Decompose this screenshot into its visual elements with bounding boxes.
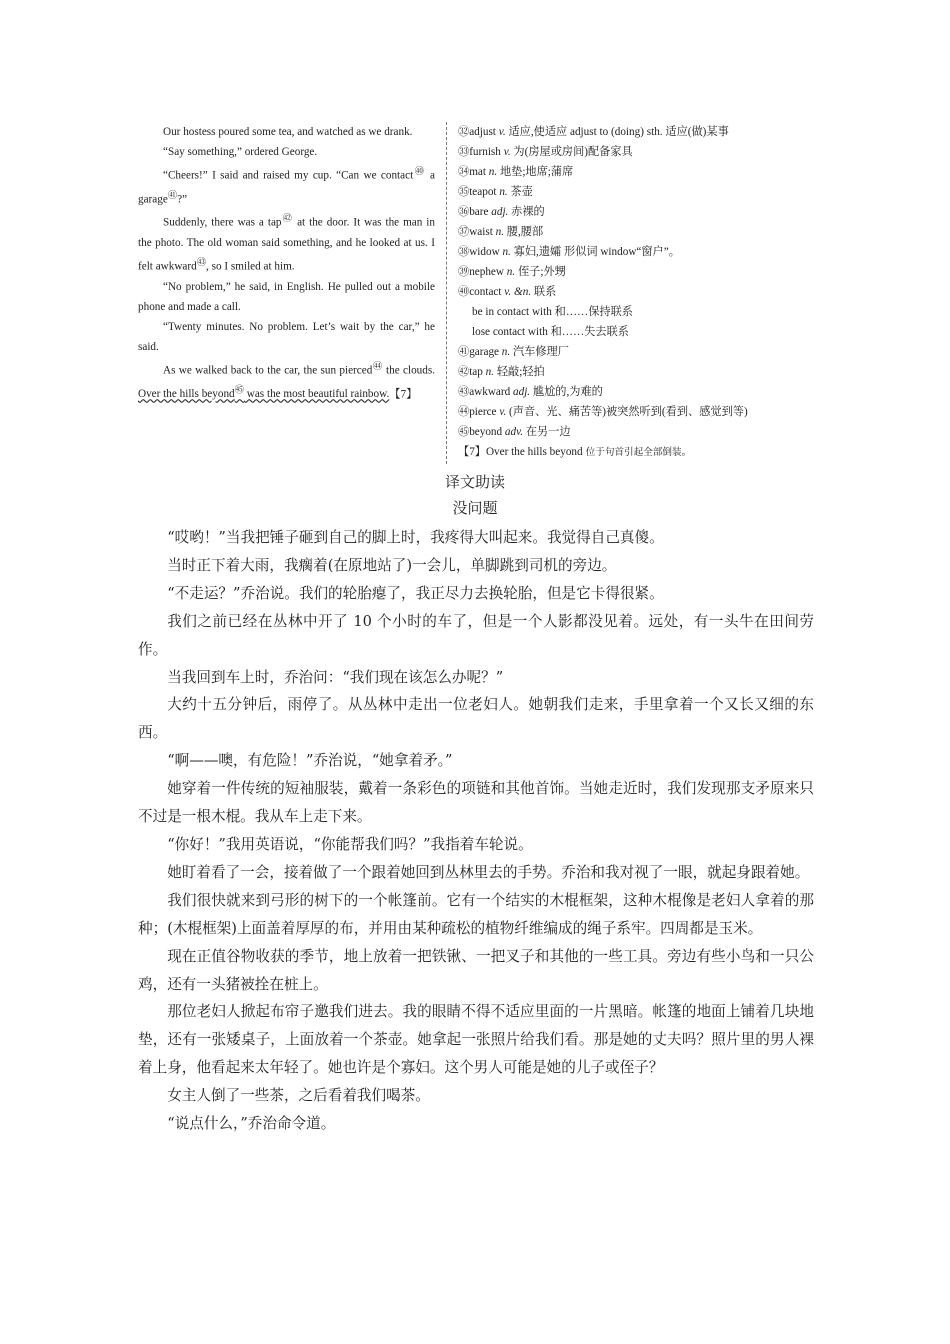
translation-paragraph: 女主人倒了一些茶，之后看着我们喝茶。: [167, 1087, 430, 1105]
grammar-note-head: 【7】Over the hills beyond: [458, 446, 583, 458]
glossary-term: ㊲waist: [458, 226, 493, 238]
part-of-speech: n.: [499, 186, 508, 198]
glossary-entry: [458, 122, 820, 142]
translation-paragraph: “哎哟！”当我把锤子砸到自己的脚上时，我疼得大叫起来。我觉得自己真傻。: [167, 529, 664, 546]
glossary-entry: [458, 162, 820, 182]
glossary-term: ㊱bare: [458, 206, 489, 218]
story-paragraph: “Twenty minutes. No problem. Let’s wait by the car,” he said.: [138, 320, 435, 353]
footnote-marker: ㊺: [234, 385, 244, 396]
grammar-note: [458, 442, 820, 463]
glossary-definition: 联系: [533, 286, 557, 298]
part-of-speech: v.: [503, 146, 511, 158]
story-text: the clouds.: [382, 364, 436, 377]
glossary-entry: [458, 362, 820, 382]
column-divider: [446, 122, 447, 464]
part-of-speech: adj.: [513, 386, 531, 398]
glossary-definition: 汽车修理厂: [512, 346, 569, 358]
story-text: ?”: [177, 193, 188, 206]
story-text: Suddenly, there was a tap: [163, 217, 282, 230]
glossary-definition: (声音、光、痛苦等)被突然听到(看到、感觉到等): [509, 406, 748, 418]
story-text: , so I smiled at him.: [206, 260, 295, 273]
part-of-speech: adj.: [491, 206, 509, 218]
glossary-term: ㊳widow: [458, 246, 500, 258]
glossary-definition: 为(房屋或房间)配备家具: [513, 146, 633, 158]
part-of-speech: v.: [499, 406, 507, 418]
glossary-term: ㊷tap: [458, 366, 483, 378]
translation-body: [138, 524, 814, 1138]
part-of-speech: n.: [506, 266, 516, 278]
glossary-entry: [458, 402, 820, 422]
footnote-marker: ㊹: [372, 361, 383, 372]
glossary-definition: 茶壶: [510, 186, 533, 198]
glossary-definition: 寡妇,遗孀 形似词 window“窗户”。: [513, 246, 680, 258]
translation-paragraph: 当时正下着大雨，我瘸着(在原地站了)一会儿，单脚跳到司机的旁边。: [167, 556, 617, 574]
glossary-term: ㊸awkward: [458, 386, 511, 398]
part-of-speech: n.: [495, 226, 504, 238]
glossary-phrase: lose contact with 和……失去联系: [472, 326, 629, 338]
part-of-speech: n.: [488, 166, 498, 178]
glossary-entry: [458, 242, 820, 262]
note-marker: 【7】: [389, 388, 418, 401]
story-paragraph: [138, 162, 435, 209]
story-paragraph: [138, 357, 435, 404]
inverted-sentence-underlined: [138, 385, 390, 401]
story-title: 没问题: [452, 499, 498, 517]
section-title: 译文助读: [444, 473, 505, 491]
glossary-term: ㉜adjust: [458, 126, 496, 138]
part-of-speech: adv.: [504, 426, 524, 438]
glossary-definition: 适应,使适应 adjust to (doing) sth. 适应(做)某事: [508, 126, 729, 138]
translation-paragraph: “不走运？”乔治说。我们的轮胎瘪了，我正尽力去换轮胎，但是它卡得很紧。: [167, 584, 664, 602]
translation-paragraph: 大约十五分钟后，雨停了。从丛林中走出一位老妇人。她朝我们走来，手里拿着一个又长又细的东西。: [138, 696, 814, 742]
glossary-term: ㊺beyond: [458, 426, 503, 438]
part-of-speech: n.: [485, 366, 495, 378]
footnote-marker: ㊷: [281, 214, 294, 225]
glossary-entry: [458, 262, 820, 282]
top-section: [138, 122, 820, 462]
translation-paragraph: “说点什么，”乔治命令道。: [167, 1115, 336, 1133]
glossary-entry: [458, 422, 820, 442]
glossary-definition: 赤裸的: [511, 206, 545, 218]
footnote-marker: ㊸: [196, 258, 207, 269]
translation-paragraph: “啊——噢，有危险！”乔治说，“她拿着矛。”: [167, 752, 453, 770]
part-of-speech: v. &n.: [504, 286, 532, 298]
glossary-entry: [458, 342, 820, 362]
glossary-term: ㉝furnish: [458, 146, 501, 158]
glossary-definition: 腰,腰部: [506, 226, 544, 238]
glossary-column: [458, 122, 820, 463]
grammar-note-text: 位于句首引起全部倒装。: [582, 447, 692, 458]
footnote-marker: ㊶: [167, 190, 178, 201]
story-text: man in the photo. The old woman said something, and he looked at us. I felt awkward: [138, 217, 436, 273]
part-of-speech: n.: [502, 246, 511, 258]
glossary-entry: [458, 222, 820, 242]
glossary-term: ㊹pierce: [458, 406, 497, 418]
glossary-entry: [458, 142, 820, 162]
story-text: a garage: [138, 169, 436, 206]
glossary-term: ㊶garage: [458, 346, 499, 358]
story-paragraph: “No problem,” he said, in English. He pulled out a mobile phone and made a call.: [138, 280, 435, 313]
glossary-definition: 轻敲;轻拍: [496, 366, 545, 378]
glossary-term: ㉟teapot: [458, 186, 497, 198]
story-text: at the door. It was the: [293, 217, 400, 230]
footnote-marker: ㊵: [413, 167, 426, 177]
glossary-entry: [458, 182, 820, 202]
story-text: “Cheers!” I said and raised my cup. “Can we contact: [163, 169, 414, 182]
glossary-term: ㊵contact: [458, 286, 502, 298]
glossary-definition: 地垫;地席;蒲席: [499, 166, 574, 178]
story-text: was the most beautiful rainbow.: [243, 388, 390, 401]
glossary-entry: [458, 282, 820, 302]
glossary-term: ㊴nephew: [458, 266, 504, 278]
translation-paragraph: 她盯着看了一会，接着做了一个跟着她回到丛林里去的手势。乔治和我对视了一眼，就起身跟着她。: [167, 863, 810, 881]
translation-paragraph: 我们之前已经在丛林中开了 10 个小时的车了，但是一个人影都没见着。远处，有一头牛在田间劳作。: [138, 612, 814, 658]
translation-paragraph: “你好！”我用英语说，“你能帮我们吗？”我指着车轮说。: [167, 835, 533, 853]
part-of-speech: v.: [498, 126, 506, 138]
story-paragraph: “Say something,” ordered George.: [163, 146, 318, 158]
translation-paragraph: 她穿着一件传统的短袖服装，戴着一条彩色的项链和其他首饰。当她走近时，我们发现那支矛原来只不过是一根木棍。我从车上走下来。: [138, 780, 814, 826]
translation-paragraph: 我们很快就来到弓形的树下的一个帐篷前。它有一个结实的木棍框架，这种木棍像是老妇人拿着的那种；(木棍框架)上面盖着厚厚的布，并用由某种疏松的植物纤维编成的绳子系牢。四周都是玉米。: [138, 891, 814, 937]
glossary-phrase: be in contact with 和……保持联系: [472, 306, 633, 318]
story-text: As we walked back to the car, the sun pierced: [163, 364, 373, 377]
glossary-entry: [458, 382, 820, 402]
glossary-definition: 侄子;外甥: [517, 266, 566, 278]
story-text: Over the hills beyond: [138, 388, 235, 401]
part-of-speech: n.: [501, 346, 511, 358]
story-paragraph: Our hostess poured some tea, and watched as we drank.: [163, 126, 413, 138]
translation-paragraph: 当我回到车上时，乔治问：“我们现在该怎么办呢？”: [167, 668, 504, 686]
translation-paragraph: 那位老妇人掀起布帘子邀我们进去。我的眼睛不得不适应里面的一片黑暗。帐篷的地面上铺着几块地垫，还有一张矮桌子，上面放着一个茶壶。她拿起一张照片给我们看。那是她的丈夫吗？照片里的男人裸着上身，他看起来太年轻了。她也许是个寡妇。这个男人可能是她的儿子或侄子？: [138, 1003, 814, 1077]
glossary-term: ㉞mat: [458, 166, 486, 178]
story-paragraph: [138, 209, 435, 276]
glossary-definition: 在另一边: [525, 426, 571, 438]
english-story-column: [138, 122, 435, 404]
glossary-definition: 尴尬的,为难的: [532, 386, 603, 398]
glossary-entry: [458, 202, 820, 222]
translation-paragraph: 现在正值谷物收获的季节，地上放着一把铁锹、一把叉子和其他的一些工具。旁边有些小鸟和一只公鸡，还有一头猪被拴在桩上。: [138, 947, 814, 993]
